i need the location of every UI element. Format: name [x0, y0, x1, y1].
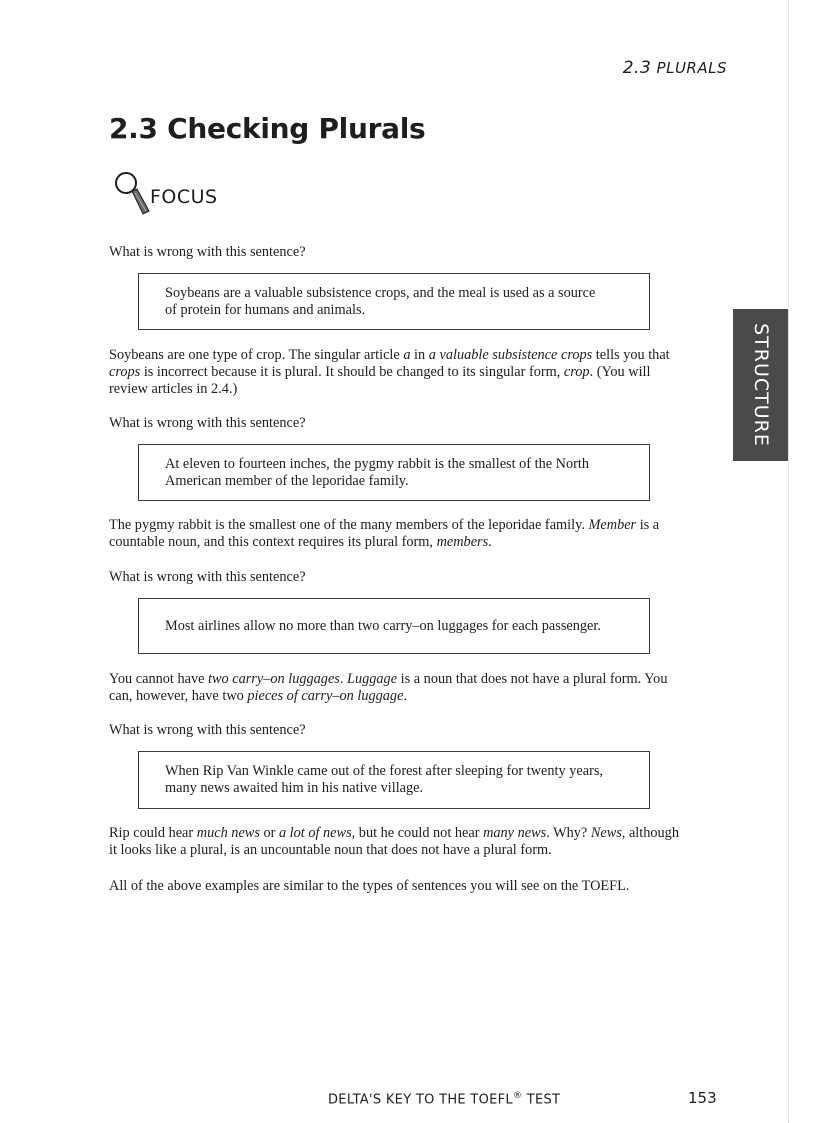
- example-box-4: [138, 751, 650, 809]
- page-title: 2.3 Checking Plurals: [109, 112, 426, 145]
- example-2-line-1: At eleven to fourteen inches, the pygmy rabbit is the smallest of the North: [165, 456, 590, 472]
- question-2: What is wrong with this sentence?: [109, 415, 306, 431]
- closing-paragraph: All of the above examples are similar to the types of sentences you will see on the TOEFL.: [109, 878, 630, 894]
- explanation-4: Rip could hear much news or a lot of news, but he could not hear many news. Why? News, although it looks like a plural, is an uncountable noun that does not have a plural form.: [109, 825, 679, 858]
- example-box-1: [138, 273, 650, 330]
- question-3: What is wrong with this sentence?: [109, 569, 306, 585]
- example-1-line-1: Soybeans are a valuable subsistence crops, and the meal is used as a source: [165, 285, 596, 301]
- example-3-line-1: Most airlines allow no more than two carry–on luggages for each passenger.: [165, 618, 601, 634]
- footer-book-title: DELTA'S KEY TO THE TOEFL® TEST: [328, 1091, 561, 1108]
- example-box-3: [138, 598, 650, 654]
- running-head: 2.3 PLURALS: [622, 58, 727, 78]
- example-box-2: [138, 444, 650, 501]
- question-4: What is wrong with this sentence?: [109, 722, 306, 738]
- explanation-1: Soybeans are one type of crop. The singular article a in a valuable subsistence crops tells you that crops is incorrect because it is plural. It should be changed to its singular form, crop. (You will review articles in 2.4.): [109, 347, 670, 397]
- running-head-text: PLURALS: [656, 59, 727, 77]
- magnifier-icon: [113, 171, 155, 223]
- example-2-line-2: American member of the leporidae family.: [165, 473, 409, 489]
- explanation-2: The pygmy rabbit is the smallest one of the many members of the leporidae family. Member is a countable noun, and this context requires its plural form, members.: [109, 517, 660, 550]
- example-4-line-2: many news awaited him in his native village.: [165, 780, 424, 796]
- focus-heading: [113, 171, 273, 221]
- focus-label: FOCUS: [150, 186, 218, 208]
- example-4-line-1: When Rip Van Winkle came out of the forest after sleeping for twenty years,: [165, 763, 603, 779]
- page-edge-line: [788, 0, 790, 1123]
- question-1: What is wrong with this sentence?: [109, 244, 306, 260]
- example-1-line-2: of protein for humans and animals.: [165, 302, 366, 318]
- explanation-3: You cannot have two carry–on luggages. Luggage is a noun that does not have a plural form. You can, however, have two pieces of carry–on luggage.: [109, 671, 668, 704]
- page-number: 153: [688, 1089, 717, 1107]
- structure-tab-label: STRUCTURE: [750, 323, 772, 447]
